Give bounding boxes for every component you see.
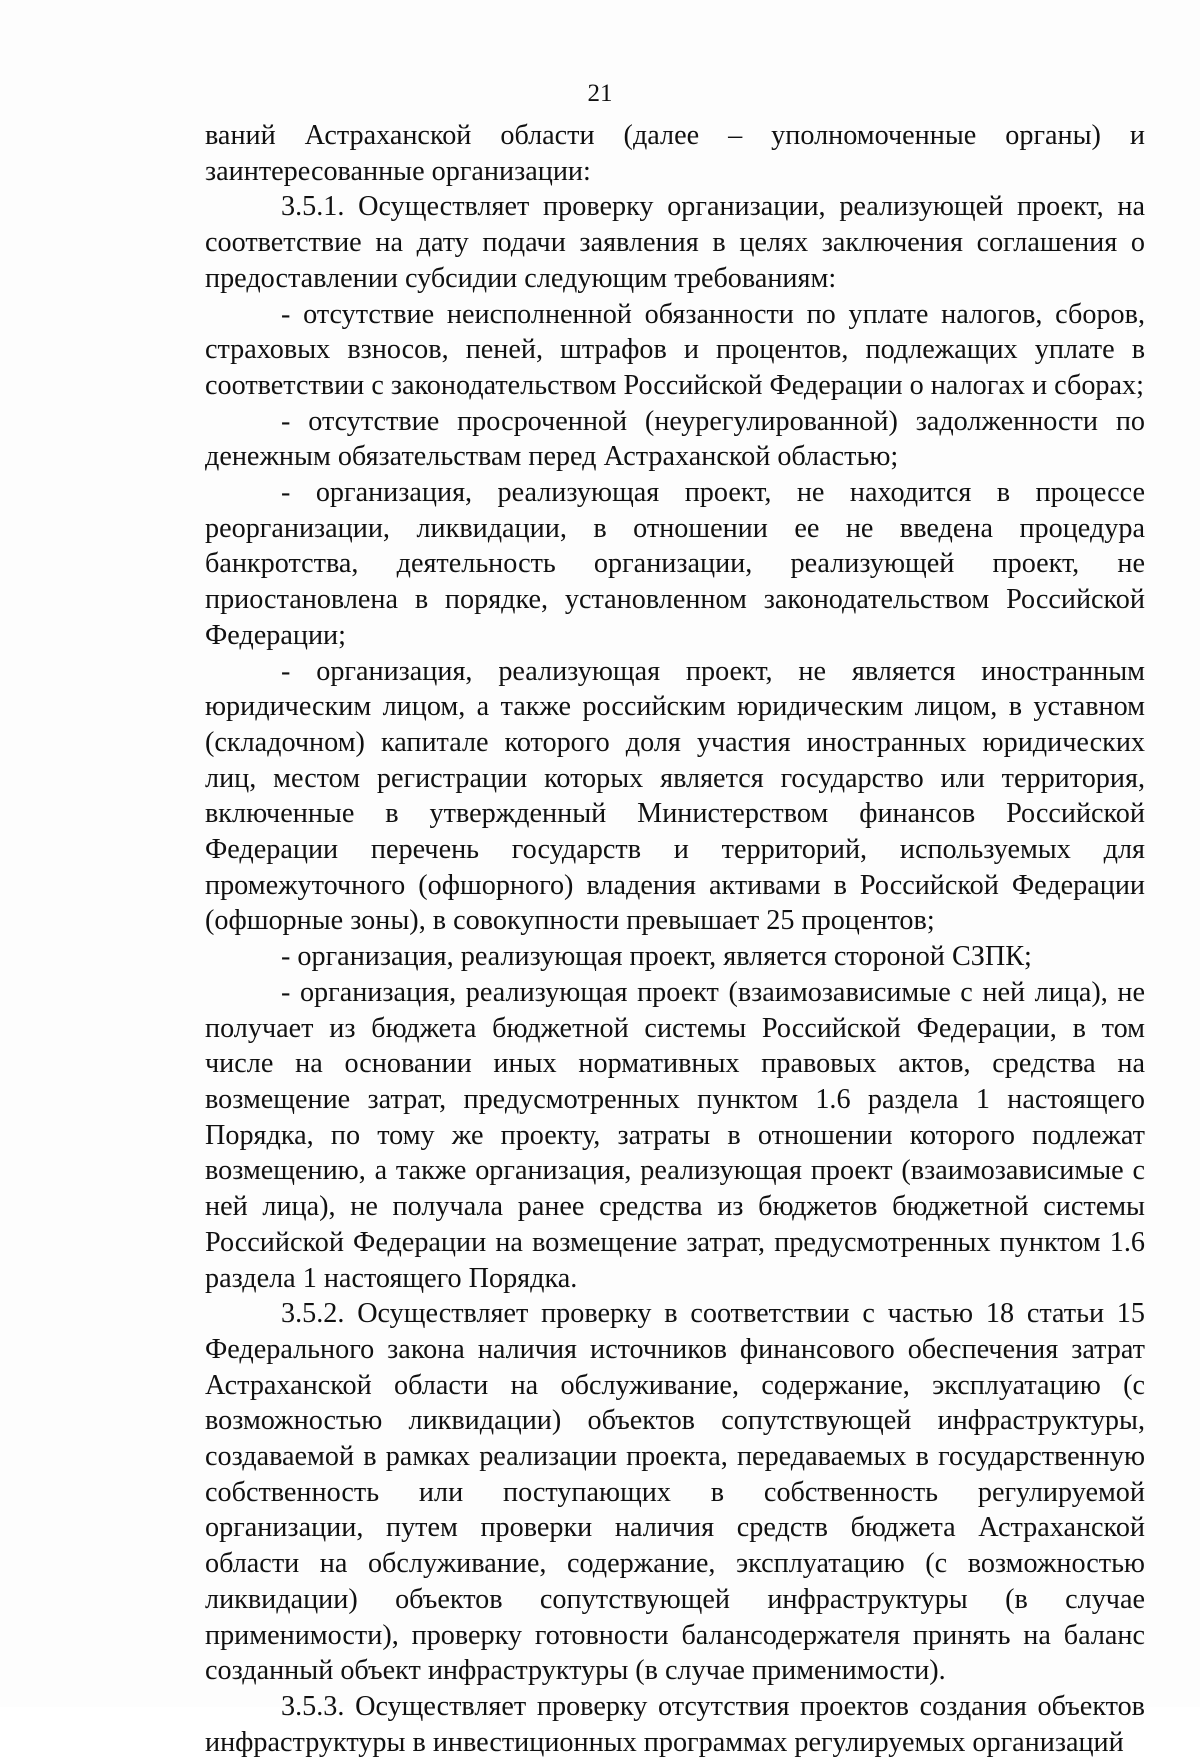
paragraph-3-5-2: 3.5.2. Осуществляет проверку в соответствии с частью 18 статьи 15 Федерального закона наличия источников финансового обеспечения затрат Астраханской области на обслуживание, содержание, эксплуатацию (с возможностью ликвидации) объектов сопутствующей инфраструктуры, создаваемой в рамках реализации проекта, передаваемых в государственную собственность или поступающих в собственность регулируемой организации, путем проверки наличия средств бюджета Астраханской области на обслуживание, содержание, эксплуатацию (с возможностью ликвидации) объектов сопутствующей инфраструктуры (в случае применимости), проверку готовности балансодержателя принять на баланс созданный объект инфраструктуры (в случае применимости). [205,1298,1145,1687]
paragraph-3-5-3: 3.5.3. Осуществляет проверку отсутствия проектов создания объектов инфраструктуры в инвестиционных программах регулируемых организаций [205,1690,1145,1758]
requirement-not-foreign-entity: - организация, реализующая проект, не является иностранным юридическим лицом, а также российским юридическим лицом, в уставном (складочном) капитале которого доля участия иностранных юридических лиц, местом регистрации которых является государство или территория, включенные в утвержденный Министерством финансов Российской Федерации перечень государств и территорий, используемых для промежуточного (офшорного) владения активами в Российской Федерации (офшорные зоны), в совокупности превышает 25 процентов; [205,655,1145,937]
requirement-no-overdue-debt: - отсутствие просроченной (неурегулированной) задолженности по денежным обязательствам перед Астраханской областью; [205,405,1145,473]
page-number: 21 [587,80,613,107]
requirement-szpk-party: - организация, реализующая проект, является стороной СЗПК; [281,941,1032,973]
requirement-no-tax-debt: - отсутствие неисполненной обязанности по уплате налогов, сборов, страховых взносов, пеней, штрафов и процентов, подлежащих уплате в соответствии с законодательством Российской Федерации о налогах и сборах; [205,298,1145,401]
requirement-no-reorganization: - организация, реализующая проект, не находится в процессе реорганизации, ликвидации, в отношении ее не введена процедура банкротства, деятельность организации, реализующей проект, не приостановлена в порядке, установленном законодательством Российской Федерации; [205,477,1145,651]
paragraph-continuation: ваний Астраханской области (далее – уполномоченные органы) и заинтересованные организации: [205,120,1145,187]
paragraph-3-5-1: 3.5.1. Осуществляет проверку организации, реализующей проект, на соответствие на дату подачи заявления в целях заключения соглашения о предоставлении субсидии следующим требованиям: [205,191,1145,294]
requirement-no-double-funding: - организация, реализующая проект (взаимозависимые с ней лица), не получает из бюджета бюджетной системы Российской Федерации, в том числе на основании иных нормативных правовых актов, средства на возмещение затрат, предусмотренных пунктом 1.6 раздела 1 настоящего Порядка, по тому же проекту, затраты в отношении которого подлежат возмещению, а также организация, реализующая проект (взаимозависимые с ней лица), не получала ранее средства из бюджетов бюджетной системы Российской Федерации на возмещение затрат, предусмотренных пунктом 1.6 раздела 1 настоящего Порядка. [205,976,1145,1294]
document-body [205,118,1145,1760]
